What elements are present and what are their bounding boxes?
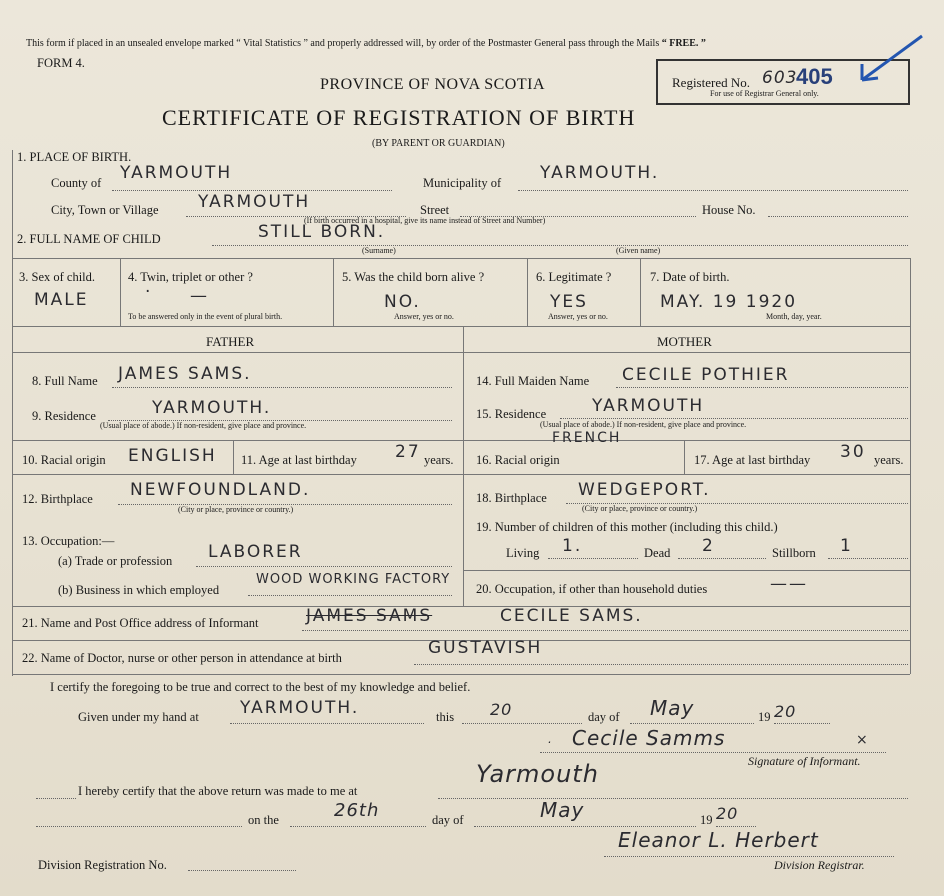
living-value: 1. bbox=[562, 536, 583, 556]
mother-birthplace-label: 18. Birthplace bbox=[476, 491, 547, 505]
municipality-value: YARMOUTH. bbox=[540, 163, 660, 183]
dead-label: Dead bbox=[644, 546, 671, 560]
date-note: Month, day, year. bbox=[766, 312, 822, 321]
mother-racial-label: 16. Racial origin bbox=[476, 453, 560, 467]
division-registrar-label: Division Registrar. bbox=[774, 858, 865, 872]
division-registration-label: Division Registration No. bbox=[38, 858, 167, 872]
father-residence-label: 9. Residence bbox=[32, 409, 96, 423]
given-place: YARMOUTH. bbox=[240, 698, 360, 718]
mother-residence-note: (Usual place of abode.) If non-resident, give place and province. bbox=[540, 420, 747, 429]
signature-informant-label: Signature of Informant. bbox=[748, 754, 861, 768]
mother-residence-value: YARMOUTH bbox=[592, 396, 705, 416]
informant-label: 21. Name and Post Office address of Informant bbox=[22, 616, 259, 630]
certify-text: I certify the foregoing to be true and correct to the best of my knowledge and belief. bbox=[50, 680, 471, 694]
doctor-label: 22. Name of Doctor, nurse or other person in attendance at birth bbox=[22, 651, 342, 665]
county-label: County of bbox=[51, 176, 102, 190]
this-label: this bbox=[436, 710, 455, 724]
business-value: WOOD WORKING FACTORY bbox=[256, 572, 451, 587]
child-name-label: 2. FULL NAME OF CHILD bbox=[17, 232, 161, 246]
city-value: YARMOUTH bbox=[198, 192, 311, 212]
father-age-label: 11. Age at last birthday bbox=[241, 453, 357, 467]
place-of-birth-label: 1. PLACE OF BIRTH. bbox=[17, 150, 132, 164]
registrar-year-prefix: 19 bbox=[700, 813, 713, 827]
mother-age-unit: years. bbox=[874, 453, 904, 467]
stillborn-label: Stillborn bbox=[772, 546, 816, 560]
city-label: City, Town or Village bbox=[51, 203, 159, 217]
father-name-value: JAMES SAMS. bbox=[118, 364, 252, 384]
father-birthplace-value: NEWFOUNDLAND. bbox=[130, 480, 311, 500]
street-label: Street bbox=[420, 203, 450, 217]
given-dayof-label: day of bbox=[588, 710, 620, 724]
informant-value: CECILE SAMS. bbox=[500, 606, 643, 626]
mother-heading: MOTHER bbox=[657, 334, 712, 349]
municipality-label: Municipality of bbox=[423, 176, 502, 190]
mother-age-value: 30 bbox=[840, 442, 866, 462]
father-age-value: 27 bbox=[395, 442, 421, 462]
child-name-value: STILL BORN. bbox=[258, 222, 386, 242]
date-value: MAY. 19 1920 bbox=[660, 292, 798, 312]
trade-label: (a) Trade or profession bbox=[58, 554, 173, 568]
alive-note: Answer, yes or no. bbox=[394, 312, 454, 321]
certificate-subtitle: (BY PARENT OR GUARDIAN) bbox=[372, 138, 505, 149]
alive-label: 5. Was the child born alive ? bbox=[342, 270, 485, 284]
dead-value: 2 bbox=[702, 536, 715, 556]
father-racial-value: ENGLISH bbox=[128, 446, 217, 466]
mother-name-value: CECILE POTHIER bbox=[622, 365, 790, 385]
registrar-signature: Eleanor L. Herbert bbox=[618, 828, 819, 852]
given-year-prefix: 19 bbox=[758, 710, 771, 724]
date-label: 7. Date of birth. bbox=[650, 270, 730, 284]
business-label: (b) Business in which employed bbox=[58, 583, 220, 597]
certificate-title: CERTIFICATE OF REGISTRATION OF BIRTH bbox=[162, 105, 636, 130]
hospital-note: (If birth occurred in a hospital, give its name instead of Street and Number) bbox=[304, 216, 546, 225]
given-label: Given under my hand at bbox=[78, 710, 199, 724]
father-residence-note: (Usual place of abode.) If non-resident, give place and province. bbox=[100, 421, 307, 430]
county-value: YARMOUTH bbox=[120, 163, 233, 183]
mother-occupation-label: 20. Occupation, if other than household duties bbox=[476, 582, 708, 596]
mail-notice-text: This form if placed in an unsealed envelope marked “ Vital Statistics ” and properly addressed will, by order of the Postmaster General pass through the Mails bbox=[26, 38, 660, 49]
sex-label: 3. Sex of child. bbox=[19, 270, 96, 284]
surname-note: (Surname) bbox=[362, 246, 396, 255]
father-residence-value: YARMOUTH. bbox=[152, 398, 272, 418]
registered-label: Registered No. bbox=[672, 75, 750, 90]
registrar-year: 20 bbox=[716, 804, 739, 823]
given-name-note: (Given name) bbox=[616, 246, 661, 255]
father-birthplace-label: 12. Birthplace bbox=[22, 492, 93, 506]
informant-signature: Cecile Samms bbox=[572, 726, 726, 750]
children-count-label: 19. Number of children of this mother (including this child.) bbox=[476, 520, 778, 534]
stillborn-value: 1 bbox=[840, 536, 853, 556]
given-year: 20 bbox=[774, 702, 797, 721]
alive-value: NO. bbox=[384, 292, 421, 312]
mother-age-label: 17. Age at last birthday bbox=[694, 453, 811, 467]
given-month: May bbox=[650, 696, 695, 720]
registered-hand-prefix: 603 bbox=[762, 68, 798, 88]
legit-label: 6. Legitimate ? bbox=[536, 270, 612, 284]
mother-racial-value: FRENCH bbox=[552, 430, 622, 446]
father-heading: FATHER bbox=[206, 334, 255, 349]
father-birthplace-note: (City or place, province or country.) bbox=[178, 505, 294, 514]
twin-label: 4. Twin, triplet or other ? bbox=[128, 270, 253, 284]
province-heading: PROVINCE OF NOVA SCOTIA bbox=[320, 76, 546, 93]
form-number: FORM 4. bbox=[37, 56, 85, 70]
living-label: Living bbox=[506, 546, 540, 560]
informant-struck-value: JAMES SAMS bbox=[306, 606, 433, 626]
twin-dot: · bbox=[145, 282, 153, 302]
house-label: House No. bbox=[702, 203, 756, 217]
registrar-text: I hereby certify that the above return was made to me at bbox=[78, 784, 358, 798]
signature-mark-left: . bbox=[548, 732, 553, 746]
mother-birthplace-value: WEDGEPORT. bbox=[578, 480, 711, 500]
twin-note: To be answered only in the event of plural birth. bbox=[128, 312, 283, 321]
registrar-dayof-label: day of bbox=[432, 813, 464, 827]
legit-note: Answer, yes or no. bbox=[548, 312, 608, 321]
mother-residence-label: 15. Residence bbox=[476, 407, 547, 421]
father-occupation-label: 13. Occupation:— bbox=[22, 534, 115, 548]
registrar-day: 26th bbox=[334, 800, 380, 821]
doctor-value: GUSTAVISH bbox=[428, 638, 543, 658]
mother-occupation-value: —— bbox=[770, 574, 808, 594]
registrar-month: May bbox=[540, 798, 585, 822]
registrar-on-label: on the bbox=[248, 813, 279, 827]
mail-notice bbox=[26, 38, 706, 49]
twin-value: — bbox=[190, 286, 209, 306]
father-racial-label: 10. Racial origin bbox=[22, 453, 106, 467]
father-age-unit: years. bbox=[424, 453, 454, 467]
mother-birthplace-note: (City or place, province or country.) bbox=[582, 504, 698, 513]
registered-number: 405 bbox=[796, 64, 833, 89]
given-day: 20 bbox=[490, 700, 513, 719]
registered-note: For use of Registrar General only. bbox=[710, 89, 819, 98]
sex-value: MALE bbox=[34, 290, 89, 310]
blue-check-mark bbox=[848, 30, 928, 92]
registrar-place: Yarmouth bbox=[476, 760, 599, 788]
signature-mark: × bbox=[856, 732, 869, 748]
trade-value: LABORER bbox=[208, 542, 303, 562]
mother-name-label: 14. Full Maiden Name bbox=[476, 374, 590, 388]
legit-value: YES bbox=[550, 292, 588, 312]
father-name-label: 8. Full Name bbox=[32, 374, 98, 388]
free-label: “ FREE. ” bbox=[661, 38, 706, 49]
